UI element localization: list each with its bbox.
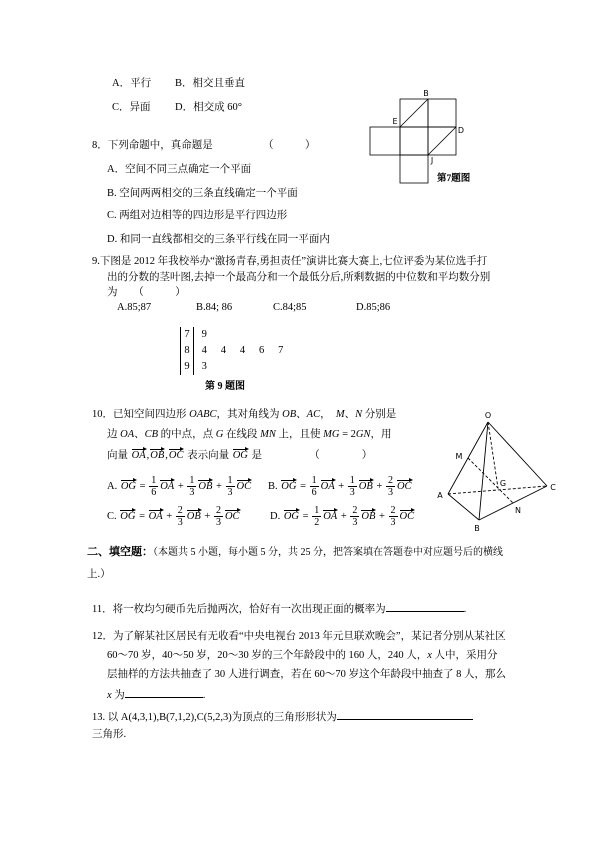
q7-option-d: D．相交成 60° xyxy=(175,102,242,113)
vector-oa: OA xyxy=(320,481,335,492)
math-variable: OA xyxy=(120,429,135,440)
q9-option-d: D.85;86 xyxy=(356,302,391,313)
net-label-right: D xyxy=(457,126,465,135)
fraction-denominator: 3 xyxy=(189,487,195,499)
text-run: + xyxy=(376,511,388,522)
section-2-heading-cont xyxy=(87,568,111,582)
answer-blank xyxy=(125,686,203,698)
stem: 7 xyxy=(181,327,194,343)
text-run: D. xyxy=(270,511,283,522)
q8-option-c: C. 两组对边相等的四边形是平行四边形 xyxy=(107,210,288,221)
q9-figure-caption: 第 9 题图 xyxy=(205,381,245,392)
fraction-numerator: 1 xyxy=(227,475,233,487)
vector-oa: OA xyxy=(323,511,338,522)
fraction-denominator: 3 xyxy=(390,517,396,529)
text-run: A. xyxy=(107,481,120,492)
q12-stem-line xyxy=(92,630,506,644)
vector-ob: OB xyxy=(358,481,373,492)
fraction xyxy=(214,505,223,528)
fraction xyxy=(310,475,319,498)
leaf: 4 xyxy=(220,345,226,356)
leaf: 4 xyxy=(239,345,246,356)
vector-oa: OA xyxy=(148,511,163,522)
stem-leaf-row xyxy=(181,327,289,343)
vector-og: OG xyxy=(120,481,137,492)
text-run: 、 xyxy=(344,409,356,420)
q10-stem-line xyxy=(92,408,396,422)
q10-option-d xyxy=(270,504,415,530)
fraction xyxy=(176,505,185,528)
point-label-g: G xyxy=(499,479,507,488)
bold-heading: 二、填空题： xyxy=(87,546,153,558)
stem-leaf-row xyxy=(181,343,289,359)
vector-og: OG xyxy=(281,481,297,492)
fraction-numerator: 2 xyxy=(352,505,358,517)
fraction-denominator: 3 xyxy=(227,487,233,499)
text-run: , xyxy=(165,450,168,461)
text-run: 13. 以 A(4,3,1),B(7,1,2),C(5,2,3)为顶点的三角形形状为 xyxy=(92,712,337,723)
q8-stem: 8．下列命题中，真命题是 xyxy=(92,140,213,151)
net-face xyxy=(370,127,400,155)
fraction xyxy=(149,475,158,498)
fraction-numerator: 2 xyxy=(390,505,396,517)
edge-ab xyxy=(448,494,479,520)
leaf: 7 xyxy=(278,345,284,356)
point-label-o: O xyxy=(484,411,492,420)
point-label-a: A xyxy=(437,491,443,500)
vector-oa: OA xyxy=(160,481,175,492)
point-label-m: M xyxy=(455,452,463,461)
net-face xyxy=(428,99,456,127)
vector-oa: OA xyxy=(131,450,146,461)
vector-oc: OC xyxy=(168,450,184,461)
q9-option-c: C.84;85 xyxy=(273,302,307,313)
segment-og xyxy=(488,422,498,488)
fraction-denominator: 3 xyxy=(349,487,355,499)
q12-stem-line xyxy=(107,686,205,703)
q9-option-b: B.84; 86 xyxy=(196,302,233,313)
fraction xyxy=(389,505,398,528)
leaves xyxy=(194,359,213,375)
math-variable: x xyxy=(427,650,432,661)
q8-option-a: A．空间不同三点确定一个平面 xyxy=(107,164,252,175)
math-variable: OABC xyxy=(189,409,217,420)
text-run: ，其对角线为 xyxy=(216,409,283,420)
vector-og: OG xyxy=(120,511,136,522)
fraction-numerator: 1 xyxy=(189,475,195,487)
q9-option-a: A.85;87 xyxy=(117,302,152,313)
fraction xyxy=(350,505,359,528)
text-run: 为 xyxy=(111,690,125,701)
vector-ob: OB xyxy=(198,481,213,492)
net-label-bottom: J xyxy=(430,156,434,165)
text-run: + xyxy=(163,511,175,522)
fraction xyxy=(386,475,395,498)
vector-ob: OB xyxy=(361,511,376,522)
q10-option-c xyxy=(107,504,241,530)
q8-answer-paren: （ ） xyxy=(263,140,316,151)
point-label-n: N xyxy=(515,506,521,515)
text-run: 人中，采用分 xyxy=(431,650,498,661)
q8-option-d: D. 和同一直线都相交的三条平行线在同一平面内 xyxy=(107,234,330,245)
text-run: 在线段 xyxy=(223,429,261,440)
fraction xyxy=(348,475,357,498)
leaf: 6 xyxy=(259,345,265,356)
math-variable: G xyxy=(215,429,224,440)
text-run: 的中点，点 xyxy=(158,429,216,440)
fraction-denominator: 6 xyxy=(311,487,317,499)
vector-oc: OC xyxy=(236,481,252,492)
q10-stem-line xyxy=(107,428,392,442)
stem-leaf-plot xyxy=(180,327,289,375)
text-run: 表示向量 xyxy=(184,450,232,461)
text-run: = xyxy=(300,511,312,522)
leaf: 3 xyxy=(201,361,207,372)
text-run: 上，且使 xyxy=(275,429,324,440)
text-run: 、 xyxy=(296,409,307,420)
text-run: = 2 xyxy=(339,429,356,440)
vector-ob: OB xyxy=(150,450,165,461)
fraction-numerator: 1 xyxy=(311,475,317,487)
section-2-heading xyxy=(87,545,503,560)
math-variable: M xyxy=(335,409,345,420)
fraction-numerator: 2 xyxy=(177,505,183,517)
fraction-denominator: 3 xyxy=(215,517,221,529)
leaves xyxy=(194,343,289,359)
q7-option-c: C．异面 xyxy=(112,102,151,113)
math-variable: N xyxy=(355,409,363,420)
vector-oc: OC xyxy=(396,481,412,492)
vector-og: OG xyxy=(283,511,300,522)
text-run: 三角形. xyxy=(92,729,127,740)
text-run: . xyxy=(463,604,467,615)
text-run: 12．为了解某社区居民有无收看“中央电视台 2013 年元旦联欢晚会”，某记者分别从某社区 xyxy=(92,631,506,642)
q7-option-a: A．平行 xyxy=(112,78,152,89)
q7-option-b: B．相交且垂直 xyxy=(175,78,246,89)
text-run: 边 xyxy=(107,429,121,440)
text-run: = xyxy=(297,481,309,492)
text-run: . xyxy=(202,690,206,701)
answer-blank xyxy=(337,708,473,720)
segment-mn xyxy=(468,458,513,503)
text-run: + xyxy=(335,481,347,492)
fraction xyxy=(312,505,321,528)
text-run: , xyxy=(146,450,150,461)
net-face xyxy=(400,155,428,183)
q10-option-a xyxy=(107,474,252,500)
q9-stem-line: 为 （ ） xyxy=(107,287,186,298)
fraction-numerator: 2 xyxy=(215,505,221,517)
text-run: B. xyxy=(268,481,281,492)
q12-stem-line xyxy=(107,649,498,663)
vector-og: OG xyxy=(232,450,248,461)
text-run: + xyxy=(338,511,350,522)
math-variable: CB xyxy=(144,429,159,440)
edge-ob xyxy=(479,422,488,520)
text-run: 是 （ ） xyxy=(248,450,373,461)
text-run: = xyxy=(136,511,148,522)
text-run: ， xyxy=(320,409,336,420)
vector-oc: OC xyxy=(224,511,240,522)
text-run: 11．将一枚均匀硬币先后抛两次，恰好有一次出现正面的概率为 xyxy=(92,604,386,615)
q10-stem-line xyxy=(107,449,372,463)
text-run: 向量 xyxy=(107,450,131,461)
text-run: 、 xyxy=(134,429,145,440)
text-run: + xyxy=(213,481,225,492)
math-variable: AC xyxy=(306,409,321,420)
math-variable: MG xyxy=(323,429,340,440)
math-variable: MN xyxy=(260,429,276,440)
point-label-c: C xyxy=(550,483,556,492)
answer-blank xyxy=(386,600,464,612)
q8-option-b: B. 空间两两相交的三条直线确定一个平面 xyxy=(107,188,298,199)
text-run: 层抽样的方法共抽查了 30 人进行调查，若在 60～70 岁这个年龄段中抽查了 8 人，那么 xyxy=(107,669,506,680)
stem: 8 xyxy=(181,343,194,359)
math-variable: OB xyxy=(282,409,297,420)
point-label-b: B xyxy=(474,524,480,533)
vector-ob: OB xyxy=(186,511,201,522)
text-run: （本题共 5 小题，每小题 5 分，共 25 分，把答案填在答题卷中对应题号后的横线 xyxy=(153,547,503,558)
stem: 9 xyxy=(181,359,194,375)
net-face xyxy=(400,127,428,155)
math-variable: GN xyxy=(355,429,371,440)
fraction-denominator: 6 xyxy=(151,487,157,499)
text-run: 60～70 岁，40～50 岁，20～30 岁的三个年龄段中的 160 人，240 人， xyxy=(107,650,428,661)
vector-oc: OC xyxy=(399,511,415,522)
edge-oc xyxy=(488,422,547,486)
text-run: + xyxy=(373,481,385,492)
q10-tetrahedron-figure xyxy=(430,410,565,536)
math-variable: x xyxy=(107,690,112,701)
fraction xyxy=(226,475,235,498)
fraction-denominator: 2 xyxy=(314,517,320,529)
fraction xyxy=(187,475,196,498)
leaves xyxy=(194,327,213,343)
q7-figure-caption: 第7题图 xyxy=(437,174,471,184)
fraction-denominator: 3 xyxy=(352,517,358,529)
fraction-numerator: 2 xyxy=(387,475,393,487)
text-run: + xyxy=(201,511,213,522)
text-run: 10．已知空间四边形 xyxy=(92,409,190,420)
q9-stem-line: 9.下图是 2012 年我校举办“激扬青春,勇担责任”演讲比赛大赛上,七位评委为某位选手打 xyxy=(92,256,488,267)
net-label-top: B xyxy=(423,89,429,98)
text-run: = xyxy=(137,481,149,492)
q13-stem-line xyxy=(92,728,126,742)
segment-diagonal xyxy=(428,127,456,155)
fraction-denominator: 3 xyxy=(177,517,183,529)
q13-stem-line xyxy=(92,708,473,725)
leaf: 4 xyxy=(201,345,207,356)
q9-stem-line: 出的分数的茎叶图,去掉一个最高分和一个最低分后,所剩数据的中位数和平均数分别 xyxy=(107,272,491,283)
text-run: 分别是 xyxy=(362,409,397,420)
text-run: C. xyxy=(107,511,120,522)
q11-stem xyxy=(92,600,466,617)
fraction-numerator: 1 xyxy=(314,505,320,517)
fraction-numerator: 1 xyxy=(349,475,355,487)
fraction-numerator: 1 xyxy=(151,475,157,487)
text-run: 上.） xyxy=(87,569,111,580)
fraction-denominator: 3 xyxy=(387,487,393,499)
segment-diagonal xyxy=(400,99,428,127)
q10-option-b xyxy=(268,474,413,500)
leaf: 9 xyxy=(201,329,207,340)
net-label-left: E xyxy=(392,117,398,126)
stem-leaf-row xyxy=(181,359,289,375)
q12-stem-line xyxy=(107,668,506,682)
text-run: + xyxy=(175,481,187,492)
text-run: ，用 xyxy=(370,429,392,440)
